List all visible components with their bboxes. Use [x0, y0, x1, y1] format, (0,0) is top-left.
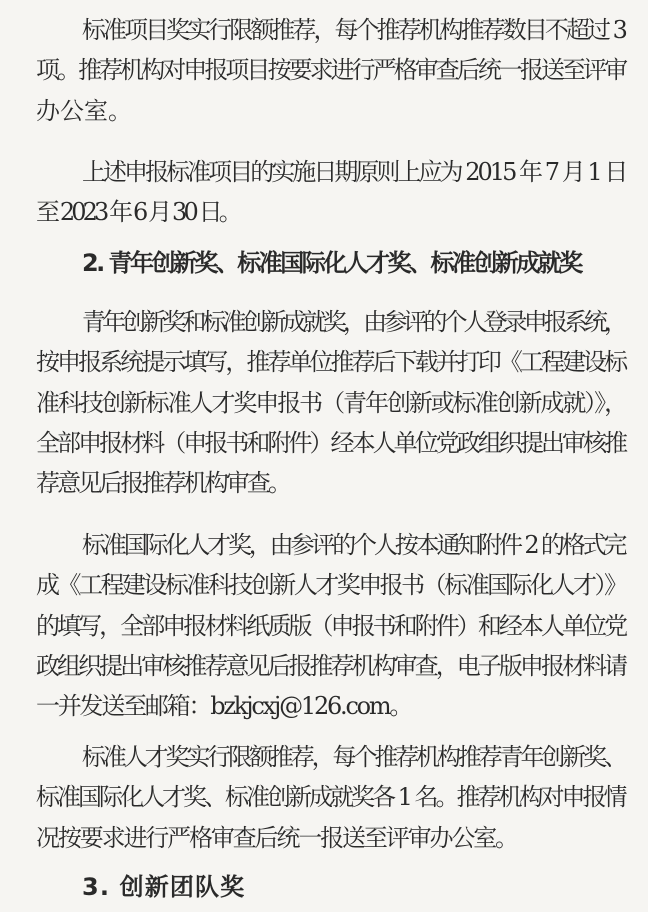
- paragraph-youth-innovation-line-5: 荐意见后报推荐机构审查。: [36, 469, 290, 497]
- paragraph-international-talent-line-1: 标准国际化人才奖，由参评的个人按本通知附件 2 的格式完: [82, 531, 625, 559]
- paragraph-youth-innovation-line-3: 准科技创新标准人才奖申报书（青年创新或标准创新成就）》，: [36, 389, 627, 417]
- paragraph-standard-project-line-2: 项。推荐机构对申报项目按要求进行严格审查后统一报送至评审: [36, 56, 626, 84]
- paragraph-standard-project-line-3: 办公室。: [36, 97, 132, 125]
- paragraph-international-talent-line-5: 一并发送至邮箱：bzkjcxj@126.com。: [36, 692, 412, 720]
- paragraph-standard-project-line-1: 标准项目奖实行限额推荐，每个推荐机构推荐数目不超过 3: [82, 16, 625, 44]
- paragraph-international-talent-line-2: 成《工程建设标准科技创新人才奖申报书（标准国际化人才）》: [36, 571, 626, 599]
- paragraph-youth-innovation-line-1: 青年创新奖和标准创新成就奖，由参评的个人登录申报系统，: [82, 308, 625, 336]
- paragraph-talent-quota-line-2: 标准国际化人才奖、标准创新成就奖各 1 名。推荐机构对申报情: [36, 783, 625, 811]
- paragraph-talent-quota-line-3: 况按要求进行严格审查后统一报送至评审办公室。: [36, 824, 517, 852]
- paragraph-international-talent-line-3: 的填写，全部申报材料纸质版（申报书和附件）和经本人单位党: [36, 612, 626, 640]
- paragraph-youth-innovation-line-2: 按申报系统提示填写，推荐单位推荐后下载并打印《工程建设标: [36, 348, 626, 376]
- paragraph-youth-innovation-line-4: 全部申报材料（申报书和附件）经本人单位党政组织提出审核推: [36, 429, 626, 457]
- paragraph-international-talent-line-4: 政组织提出审核推荐意见后报推荐机构审查，电子版申报材料请: [36, 652, 626, 680]
- section-heading-3: 3. 创新团队奖: [82, 873, 246, 901]
- paragraph-talent-quota-line-1: 标准人才奖实行限额推荐，每个推荐机构推荐青年创新奖、: [82, 743, 625, 771]
- section-heading-2: 2. 青年创新奖、标准国际化人才奖、标准创新成就奖: [82, 249, 581, 277]
- paragraph-implementation-date-line-1: 上述申报标准项目的实施日期原则上应为 2015 年 7 月 1 日: [82, 158, 626, 186]
- paragraph-implementation-date-line-2: 至 2023 年 6 月 30 日。: [36, 198, 239, 226]
